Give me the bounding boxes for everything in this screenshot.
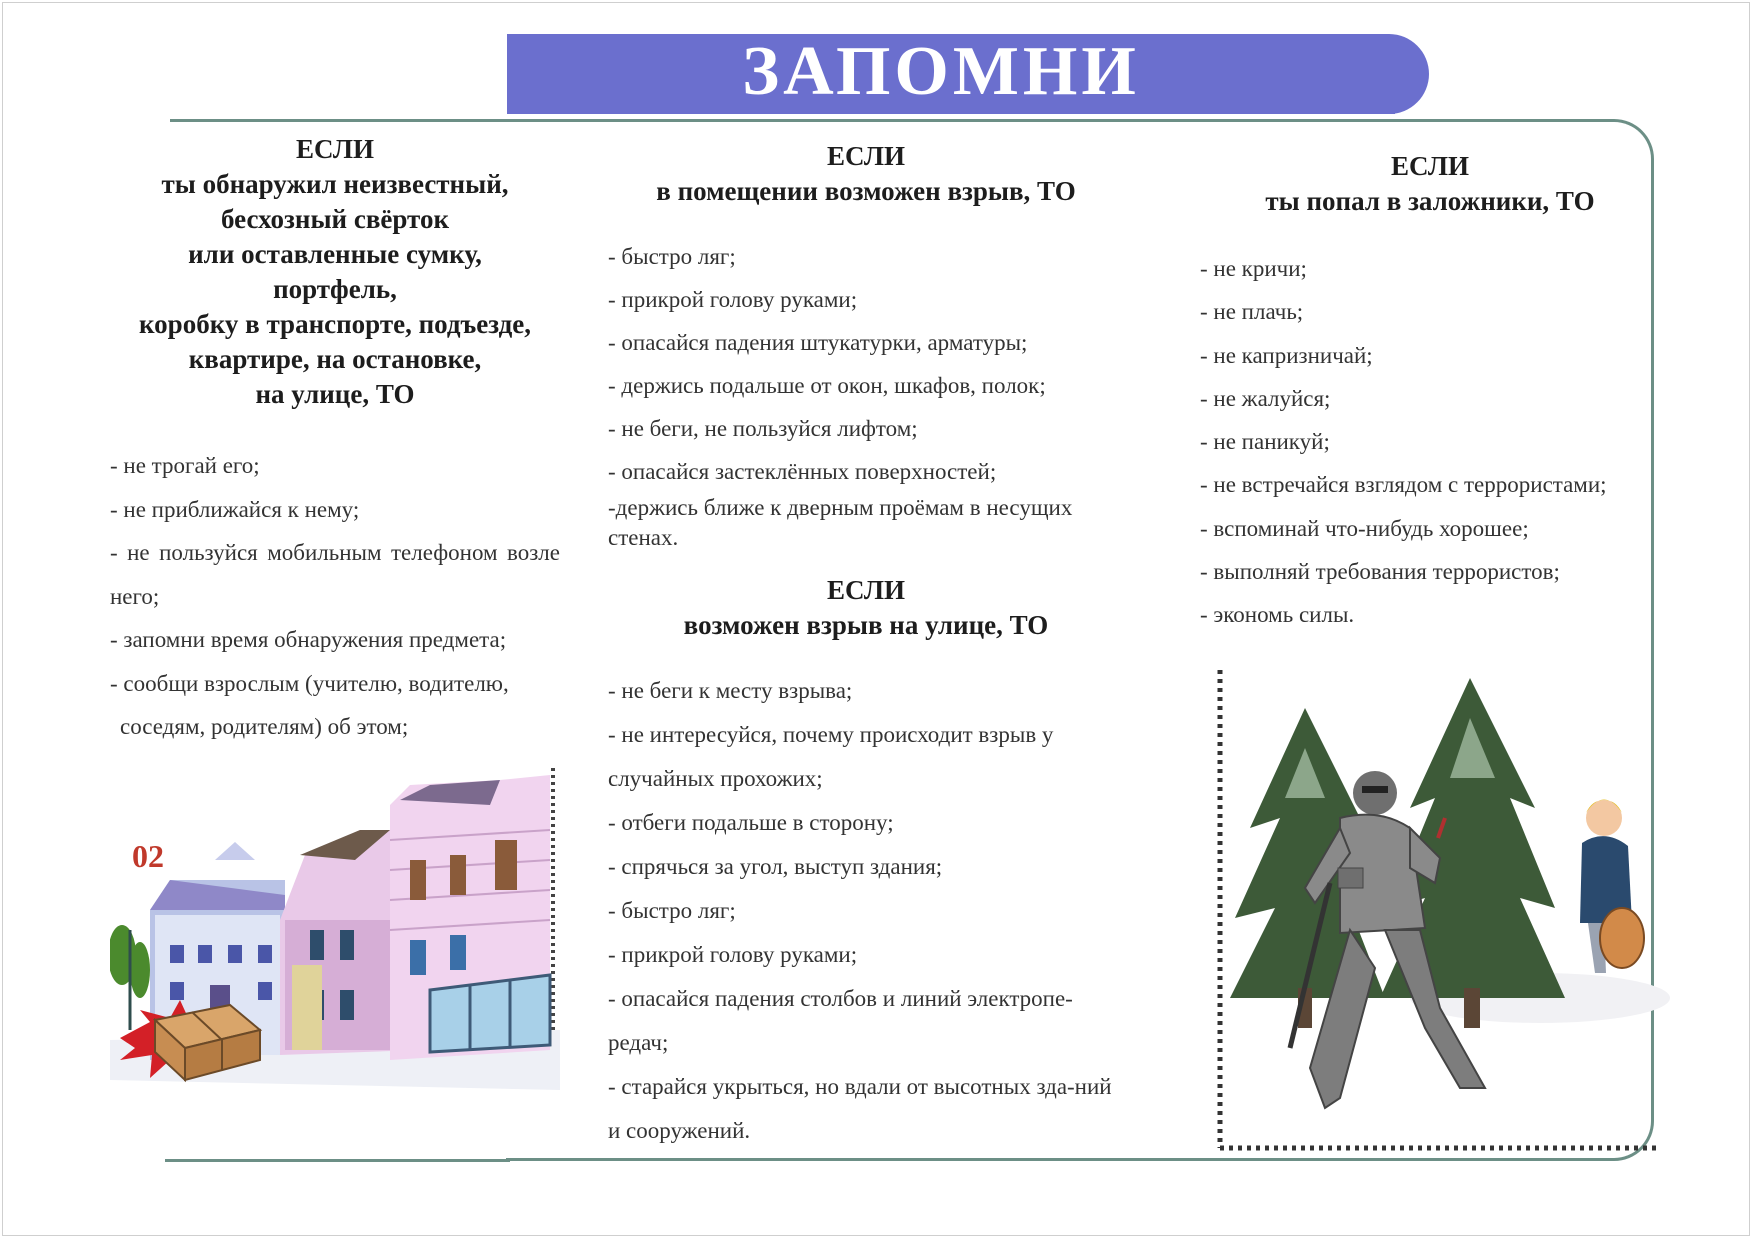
heading-line: ЕСЛИ [1391, 151, 1469, 181]
list-item: - не капризничай; [1200, 342, 1373, 368]
section-heading [608, 573, 1124, 643]
list-item: - не плачь; [1200, 299, 1304, 325]
list-item: - не приближайся к нему; [110, 496, 360, 522]
city-street-illustration [110, 760, 560, 1100]
heading-line: портфель, [273, 274, 397, 304]
list-item: соседям, родителям) об этом; [120, 714, 409, 739]
list-item: - опасайся застеклённых поверхностей; [608, 459, 997, 484]
list-item: - не пользуйся мобильным телефоном возле него; [110, 540, 560, 609]
list-item: - вспоминай что-нибудь хорошее; [1200, 515, 1529, 541]
list-item: - прикрой голову руками; [608, 287, 858, 312]
list-item: - отбеги подальше в сторону; [608, 810, 894, 835]
frame-line [170, 119, 506, 122]
column-suspicious-object [110, 132, 560, 749]
column-hostage [1200, 149, 1660, 637]
list-item: - экономь силы. [1200, 602, 1355, 628]
heading-line: коробку в транспорте, подъезде, [138, 309, 531, 339]
frame-line [165, 1159, 510, 1162]
list-item: - не паникуй; [1200, 429, 1330, 455]
list-item: - держись подальше от окон, шкафов, полок; [608, 373, 1046, 398]
rule-list [608, 235, 1124, 553]
list-item: - прикрой голову руками; [608, 942, 858, 967]
list-item: - быстро ляг; [608, 244, 736, 269]
heading-line: квартире, на остановке, [188, 344, 482, 374]
heading-line: в помещении возможен взрыв, ТО [656, 176, 1076, 206]
rule-list [110, 444, 560, 749]
heading-line: ты обнаружил неизвестный, [161, 169, 509, 199]
heading-line: или оставленные сумку, [188, 239, 482, 269]
list-item: - быстро ляг; [608, 898, 736, 923]
list-item: - выполняй требования террористов; [1200, 559, 1560, 585]
section-heading [110, 132, 560, 412]
list-item: - не встречайся взглядом с террористами; [1200, 472, 1607, 498]
section-heading [1200, 149, 1660, 219]
list-item: - опасайся падения штукатурки, арматуры; [608, 330, 1028, 355]
list-item: - не беги к месту взрыва; [608, 678, 853, 703]
heading-line: ЕСЛИ [827, 575, 905, 605]
page-title: ЗАПОМНИ [742, 33, 1140, 110]
heading-line: ЕСЛИ [827, 141, 905, 171]
page-number-badge: 02 [132, 838, 164, 874]
list-item: - запомни время обнаружения предмета; [110, 627, 507, 652]
heading-line: ЕСЛИ [296, 134, 374, 164]
list-item: - не жалуйся; [1200, 385, 1331, 411]
heading-line: возможен взрыв на улице, ТО [683, 610, 1049, 640]
rule-list [608, 669, 1124, 1153]
list-item: - не кричи; [1200, 256, 1307, 281]
column-explosion [608, 139, 1124, 1153]
list-item: - не беги, не пользуйся лифтом; [608, 416, 918, 441]
list-item: - не трогай его; [110, 453, 260, 478]
list-item: - опасайся падения столбов и линий электропе-редач; [608, 986, 1073, 1055]
heading-line: ты попал в заложники, ТО [1265, 186, 1595, 216]
list-item: - старайся укрыться, но вдали от высотных зда-ний и сооружений. [608, 1074, 1112, 1143]
list-item: - сообщи взрослым (учителю, водителю, [110, 670, 509, 696]
list-item: -держись ближе к дверным проёмам в несущих стенах. [608, 495, 1073, 550]
list-item: - спрячься за угол, выступ здания; [608, 854, 943, 879]
hostage-forest-illustration [1210, 668, 1670, 1158]
heading-line: бесхозный свёрток [220, 204, 450, 234]
rule-list [1200, 247, 1660, 637]
section-heading [608, 139, 1124, 209]
list-item: - не интересуйся, почему происходит взрыв у случайных прохожих; [608, 722, 1054, 791]
heading-line: на улице, ТО [255, 379, 415, 409]
